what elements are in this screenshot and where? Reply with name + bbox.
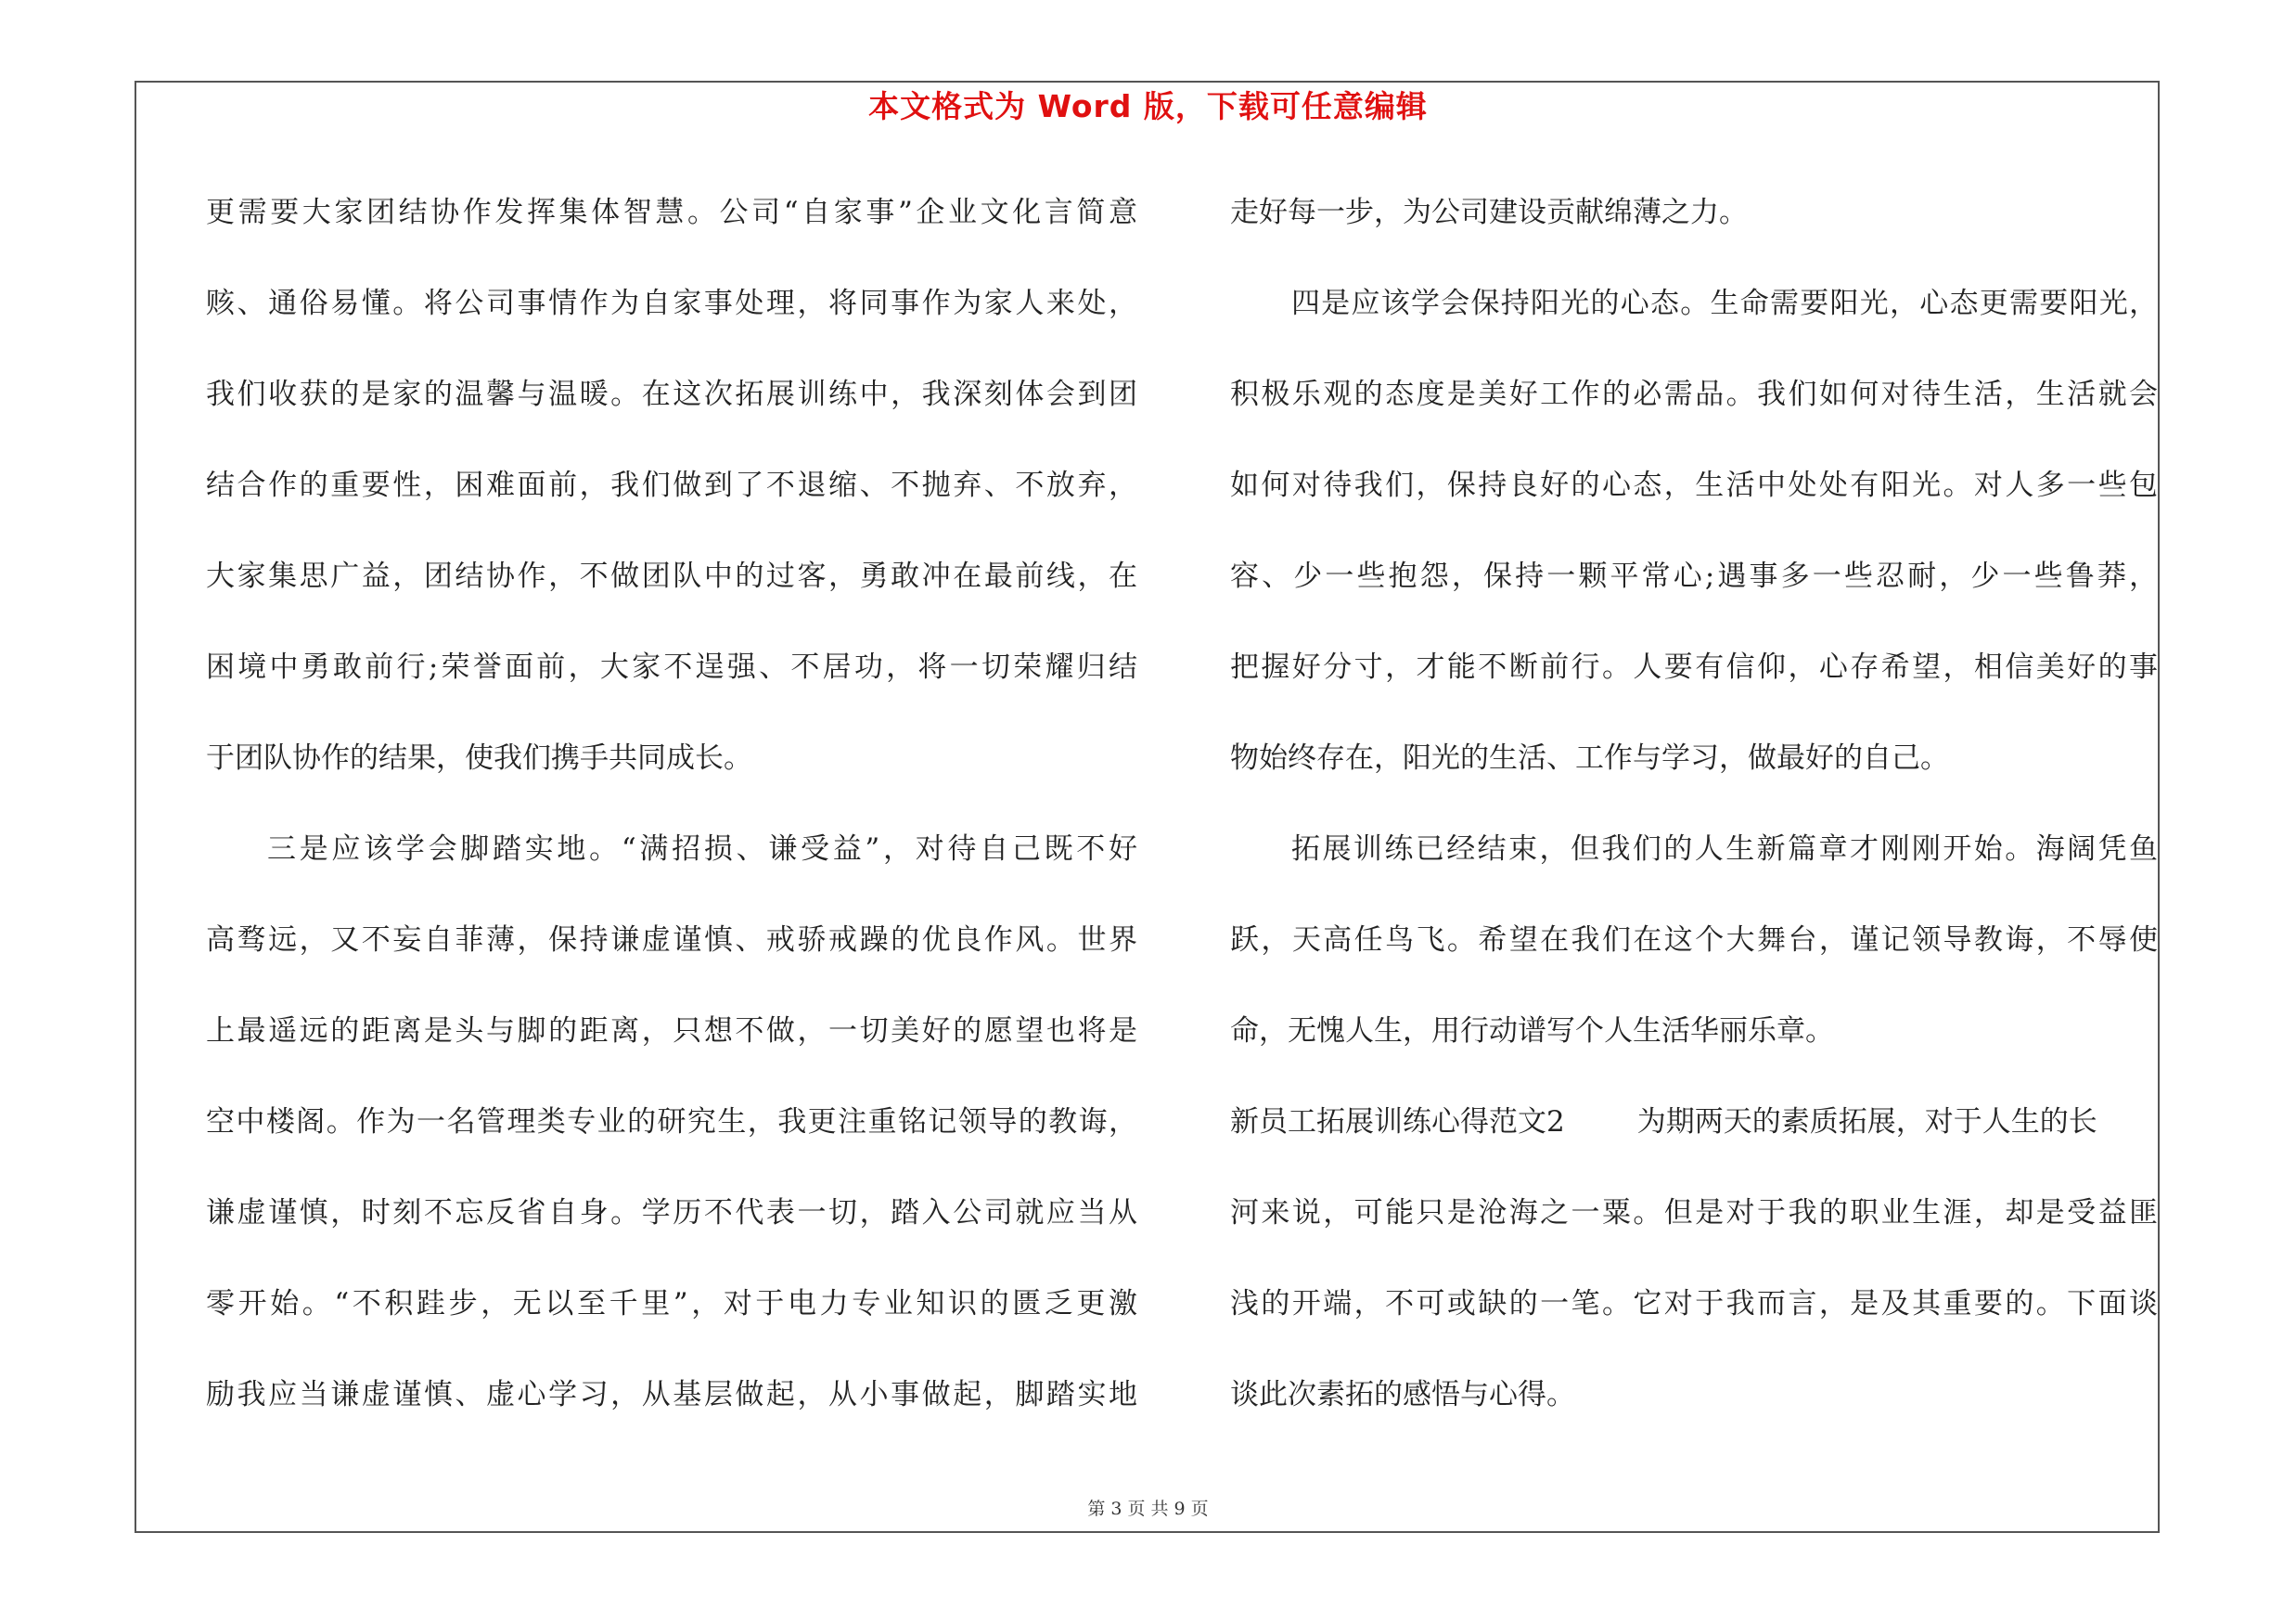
page-footer: 第 3 页 共 9 页 [1087,1499,1209,1519]
text-line: 于团队协作的结果，使我们携手共同成长。 [206,741,752,775]
text-line: 物始终存在，阳光的生活、工作与学习，做最好的自己。 [1230,741,1949,775]
text-line: 高骛远，又不妄自菲薄，保持谦虚谨慎、戒骄戒躁的优良作风。世界 [206,923,1137,957]
text-line: 谈此次素拓的感悟与心得。 [1230,1378,1575,1411]
text-line: 更需要大家团结协作发挥集体智慧。公司“自家事”企业文化言简意 [206,196,1137,229]
paragraph-start-line: 三是应该学会脚踏实地。“满招损、谦受益”，对待自己既不好 [267,832,1137,866]
text-line: 浅的开端，不可或缺的一笔。它对于我而言，是及其重要的。下面谈 [1230,1287,2158,1320]
text-line: 命，无愧人生，用行动谱写个人生活华丽乐章。 [1230,1014,1834,1048]
text-line: 容、少一些抱怨，保持一颗平常心;遇事多一些忍耐，少一些鲁莽， [1230,560,2158,593]
text-line: 走好每一步，为公司建设贡献绵薄之力。 [1230,196,1748,229]
text-line: 结合作的重要性，困难面前，我们做到了不退缩、不抛弃、不放弃， [206,469,1137,502]
text-line: 跃，天高任鸟飞。希望在我们在这个大舞台，谨记领导教诲，不辱使 [1230,923,2158,957]
header-banner: 本文格式为 Word 版，下载可任意编辑 [868,88,1428,124]
text-line: 困境中勇敢前行;荣誉面前，大家不逞强、不居功，将一切荣耀归结 [206,650,1137,684]
text-line: 积极乐观的态度是美好工作的必需品。我们如何对待生活，生活就会 [1230,378,2158,411]
paragraph-start-line: 拓展训练已经结束，但我们的人生新篇章才刚刚开始。海阔凭鱼 [1291,832,2158,866]
right-column [1230,186,2158,1459]
section-first-line: 为期两天的素质拓展，对于人生的长 [1636,1105,2097,1139]
text-line: 零开始。“不积跬步，无以至千里”，对于电力专业知识的匮乏更激 [206,1287,1137,1320]
text-line: 河来说，可能只是沧海之一粟。但是对于我的职业生涯，却是受益匪 [1230,1196,2158,1230]
section-title: 新员工拓展训练心得范文2 [1230,1105,1565,1139]
text-line: 励我应当谦虚谨慎、虚心学习，从基层做起，从小事做起，脚踏实地 [206,1378,1137,1411]
left-column [206,186,1137,1459]
text-line: 上最遥远的距离是头与脚的距离，只想不做，一切美好的愿望也将是 [206,1014,1137,1048]
text-line: 赅、通俗易懂。将公司事情作为自家事处理，将同事作为家人来处， [206,287,1137,320]
text-line: 大家集思广益，团结协作，不做团队中的过客，勇敢冲在最前线，在 [206,560,1137,593]
text-line: 空中楼阁。作为一名管理类专业的研究生，我更注重铭记领导的教诲， [206,1105,1137,1139]
text-line: 我们收获的是家的温馨与温暖。在这次拓展训练中，我深刻体会到团 [206,378,1137,411]
section-heading-line [1230,1095,2158,1186]
text-line: 把握好分寸，才能不断前行。人要有信仰，心存希望，相信美好的事 [1230,650,2158,684]
text-line: 如何对待我们，保持良好的心态，生活中处处有阳光。对人多一些包 [1230,469,2158,502]
text-line: 谦虚谨慎，时刻不忘反省自身。学历不代表一切，踏入公司就应当从 [206,1196,1137,1230]
paragraph-start-line: 四是应该学会保持阳光的心态。生命需要阳光，心态更需要阳光， [1291,287,2158,320]
